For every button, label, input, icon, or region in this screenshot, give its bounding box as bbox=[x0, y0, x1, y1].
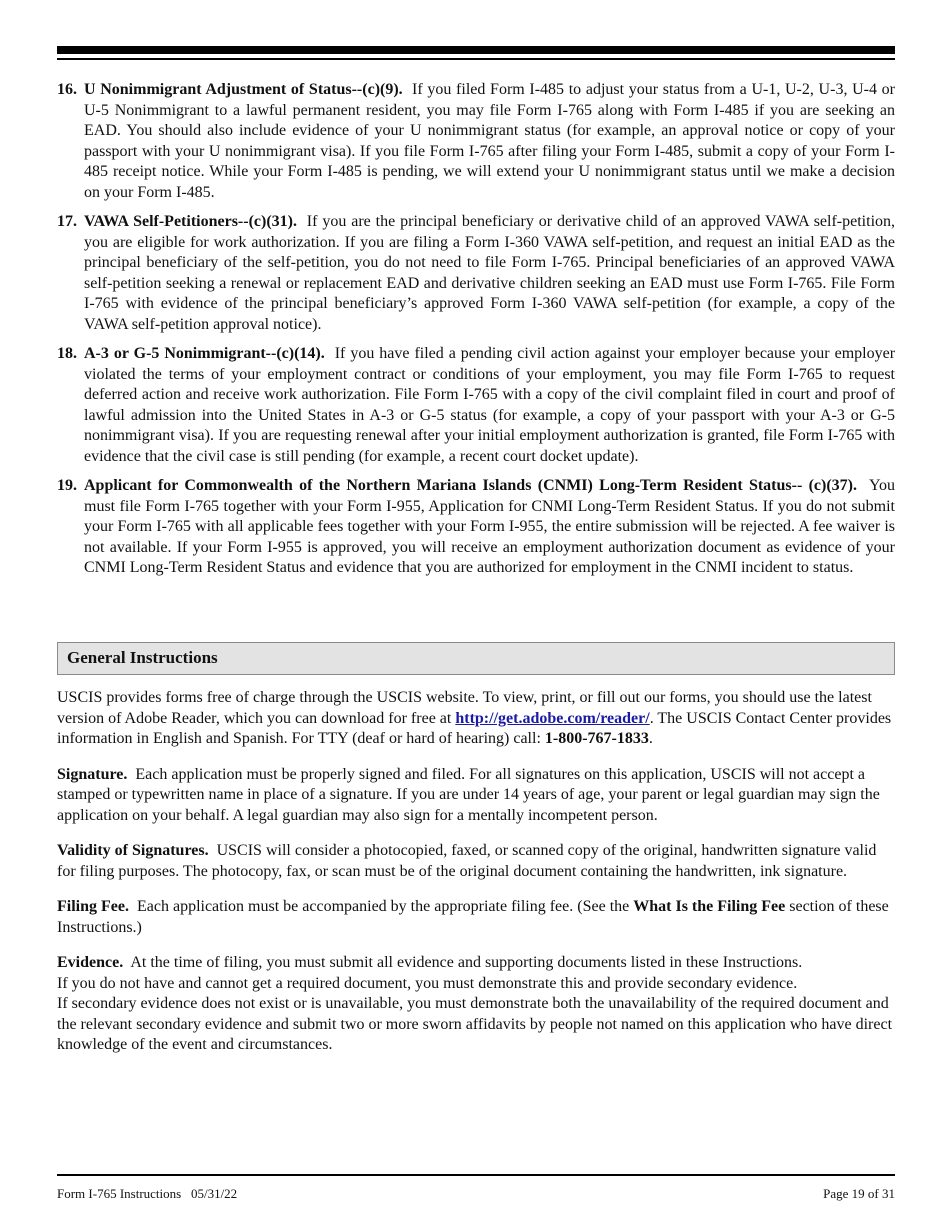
filing-fee-paragraph bbox=[57, 897, 895, 938]
tty-number: 1-800-767-1833 bbox=[544, 730, 649, 747]
general-instructions-header bbox=[57, 642, 895, 675]
item-title: Applicant for Commonwealth of the Northern Mariana Islands (CNMI) Long-Term Resident Status-- (c)(37). bbox=[84, 477, 858, 494]
intro-end: . bbox=[648, 730, 653, 747]
evidence-line: At the time of filing, you must submit all evidence and supporting documents listed in these Instructions. bbox=[130, 954, 803, 971]
item-body bbox=[84, 476, 895, 579]
evidence-paragraph bbox=[57, 953, 895, 1056]
signature-title: Signature. bbox=[57, 765, 128, 783]
item-body bbox=[84, 344, 895, 467]
item-number: 16. bbox=[57, 81, 77, 98]
footer-page-number: Page 19 of 31 bbox=[823, 1186, 895, 1201]
validity-title: Validity of Signatures. bbox=[57, 842, 209, 859]
item-title: U Nonimmigrant Adjustment of Status--(c)(9). bbox=[84, 81, 403, 98]
item-number: 19. bbox=[57, 477, 77, 494]
validity-paragraph bbox=[57, 841, 895, 882]
item-number: 18. bbox=[57, 345, 77, 362]
section-title: General Instructions bbox=[67, 648, 218, 667]
footer-rule bbox=[57, 1174, 895, 1176]
fee-text-end: section of these Instructions.) bbox=[57, 898, 889, 936]
item-text: If you have filed a pending civil action against your employer because your employer violated the terms of your employment contract or conditions of your employment, you may file Form I-765 to request deferred action and receive work authorization. File Form I-765 with a copy of the civil complaint filed in court and proof of lawful admission into the United States in A-3 or G-5 status (for example, a copy of your passport with your A-3 or G-5 nonimmigrant visa). If you are requesting renewal after your initial employment authorization is granted, file Form I-765 with evidence that the civil case is still pending (for example, a recent court docket update). bbox=[84, 345, 896, 465]
header-rule-thick bbox=[57, 46, 895, 54]
signature-text: Each application must be properly signed and filed. For all signatures on this application, USCIS will not accept a stamped or typewritten name in place of a signature. If you are under 14 years of age, your parent or legal guardian may sign the application on your behalf. A legal guardian may also sign for a mentally incompetent person. bbox=[57, 765, 880, 824]
signature-paragraph bbox=[57, 765, 895, 827]
fee-text: Each application must be accompanied by the appropriate filing fee. (See the bbox=[136, 898, 634, 915]
item-title: A-3 or G-5 Nonimmigrant--(c)(14). bbox=[84, 345, 325, 362]
footer-form-info: Form I-765 Instructions 05/31/22 bbox=[57, 1186, 238, 1201]
list-item bbox=[57, 80, 895, 203]
fee-reference: What Is the Filing Fee bbox=[633, 898, 786, 915]
evidence-line: If secondary evidence does not exist or is unavailable, you must demonstrate both the unavailability of the required document and the relevant secondary evidence and submit two or more sworn affidavits by people not named on this application who have direct knowledge of the event and circumstances. bbox=[57, 995, 893, 1053]
fee-title: Filing Fee. bbox=[57, 898, 129, 915]
item-number: 17. bbox=[57, 213, 77, 230]
item-text: If you filed Form I-485 to adjust your status from a U-1, U-2, U-3, U-4 or U-5 Nonimmigrant to a lawful permanent resident, you may file Form I-765 along with Form I-485 if you are seeking an EAD. You should also include evidence of your U nonimmigrant status (for example, an approval notice or copy of your passport with your U nonimmigrant visa). If you file Form I-765 after filing your Form I-485, submit a copy of your Form I-485 receipt notice. While your Form I-485 is pending, we will extend your U nonimmigrant status until we make a decision on your Form I-485. bbox=[84, 81, 896, 201]
item-text: If you are the principal beneficiary or derivative child of an approved VAWA self-petition, you are eligible for work authorization. If you are filing a Form I-360 VAWA self-petition, and request an initial EAD as the principal beneficiary of the self-petition, you do not need to file Form I-765. Principal beneficiaries of an approved VAWA self-petition seeking a renewal or replacement EAD and derivative children seeking an EAD must use Form I-765. File Form I-765 with evidence of the principal beneficiary’s approved Form I-360 VAWA self-petition (for example, a copy of the VAWA self-petition approval notice). bbox=[84, 213, 896, 333]
header-rule-thin bbox=[57, 58, 895, 60]
item-body bbox=[84, 80, 895, 203]
list-item bbox=[57, 212, 895, 335]
validity-text: USCIS will consider a photocopied, faxed, or scanned copy of the original, handwritten signature valid for filing purposes. The photocopy, fax, or scan must be of the original document containing the handwritten, ink signature. bbox=[57, 842, 877, 880]
adobe-reader-link[interactable]: http://get.adobe.com/reader/ bbox=[455, 709, 650, 727]
intro-text: USCIS provides forms free of charge through the USCIS website. To view, print, or fill out our forms, you should use the latest version of Adobe Reader, which you can download for free at bbox=[57, 689, 872, 727]
evidence-line: If you do not have and cannot get a required document, you must demonstrate this and provide secondary evidence. bbox=[57, 974, 798, 992]
eligibility-list bbox=[57, 80, 895, 588]
list-item bbox=[57, 476, 895, 579]
list-item bbox=[57, 344, 895, 467]
item-text: You must file Form I-765 together with your Form I-955, Application for CNMI Long-Term Resident Status. If you do not submit your Form I-765 with all applicable fees together with your Form I-955, the entire submission will be rejected. A fee waiver is not available. If your Form I-955 is approved, you will receive an employment authorization document as evidence of your CNMI Long-Term Resident Status and evidence that you are authorized for employment in the CNMI incident to status. bbox=[84, 477, 895, 576]
item-body bbox=[84, 212, 895, 335]
evidence-title: Evidence. bbox=[57, 954, 124, 971]
item-title: VAWA Self-Petitioners--(c)(31). bbox=[84, 213, 297, 230]
intro-paragraph bbox=[57, 688, 895, 750]
general-instructions-body bbox=[57, 688, 895, 1071]
intro-text-cont: . The USCIS Contact Center provides information in English and Spanish. For TTY (deaf or hard of hearing) call: bbox=[57, 709, 892, 747]
